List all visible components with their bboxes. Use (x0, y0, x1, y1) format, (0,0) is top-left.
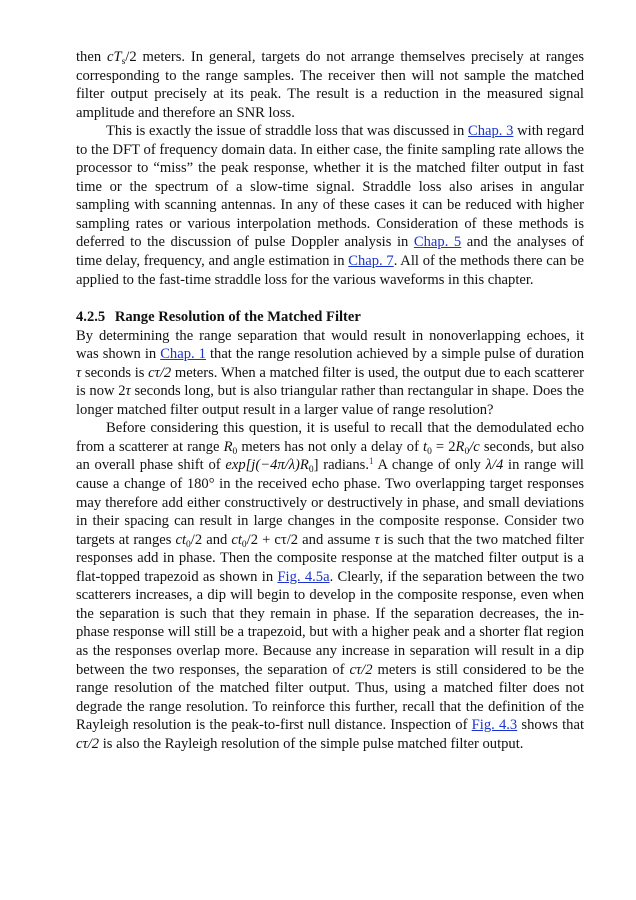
link-fig-4-3[interactable]: Fig. 4.3 (471, 717, 518, 734)
paragraph-straddle-intro: then $cT_s/2$ meters. In general, targets do not arrange themselves precisely at ranges corresponding to the range samples. The receiver then will not sample the matched filter output precisely at its peak. The result is a reduction in the measured signal amplitude and therefore an SNR loss. (76, 49, 585, 121)
section-title: Range Resolution of the Matched Filter (114, 309, 361, 326)
link-chap-1[interactable]: Chap. 1 (160, 346, 206, 363)
link-chap-3[interactable]: Chap. 3 (467, 123, 514, 140)
document-page (76, 48, 584, 753)
paragraph-straddle-loss: This is exactly the issue of straddle loss that was discussed in Chap. 3 with regard to the DFT of frequency domain data. In either case, the finite sampling rate allows the processor to “miss” the peak response, whether it is the matched filter output in fast time or the spectrum of a slow-time signal. Straddle loss also arises in angular sampling with scanning antennas. In any of these cases it can be reduced with higher sampling rates or various interpolation methods. Consideration of these methods is deferred to the discussion of pulse Doppler analysis in Chap. 5 and the analyses of time delay, frequency, and angle estimation in Chap. 7. All of the methods there can be applied to the fast-time straddle loss for the various waveforms in this chapter. (76, 123, 585, 288)
paragraph-range-resolution: By determining the range separation that would result in nonoverlapping echoes, it was shown in Chap. 1 that the range resolution achieved by a simple pulse of duration τ seconds is cτ/2 meters. When a matched filter is used, the output due to each scatterer is now 2τ seconds long, but is also triangular rather than rectangular in shape. Does the longer matched filter output result in a larger value of range resolution? (76, 327, 584, 418)
link-fig-4-5a[interactable]: Fig. 4.5a (277, 568, 330, 585)
link-chap-5[interactable]: Chap. 5 (413, 234, 462, 251)
section-number: 4.2.5 (76, 309, 106, 326)
section-heading (76, 308, 584, 327)
link-chap-7[interactable]: Chap. 7 (348, 253, 394, 270)
paragraph-phase-discussion: Before considering this question, it is useful to recall that the demodulated echo from a scatterer at range $R_0$ meters has not only a delay of $t_0 = 2R_0/c$ seconds, but also an overall phase shift of $\exp[j(-4\pi/\lambda)R_0]$ radians.$^1$ A change of only λ/4 in range will cause a change of 180° in the received echo phase. Two overlapping target responses may therefore add either constructively or destructively in phase, and small deviations in their spacing can result in large changes in the composite response. Consider two targets at ranges $ct_0/2$ and $ct_0/2 + c\tau/2$ and assume τ is such that the two matched filter responses add in phase. Then the composite response at the matched filter output is a flat-topped trapezoid as shown in Fig. 4.5a. Clearly, if the separation between the two scatterers increases, a dip will begin to develop in the composite response, even when the separation is such that they remain in phase. If the separation decreases, the in-phase response will still be a trapezoid, but with a higher peak and a shorter flat region as the responses overlap more. Because any increase in separation will result in a dip between the two responses, the separation of cτ/2 meters is still considered to be the range resolution of the matched filter output. Thus, using a matched filter does not degrade the range resolution. To reinforce this further, recall that the definition of the Rayleigh resolution is the peak-to-first null distance. Inspection of Fig. 4.3 shows that cτ/2 is also the Rayleigh resolution of the simple pulse matched filter output. (76, 420, 585, 752)
footnote-1-link[interactable]: 1 (369, 456, 374, 467)
